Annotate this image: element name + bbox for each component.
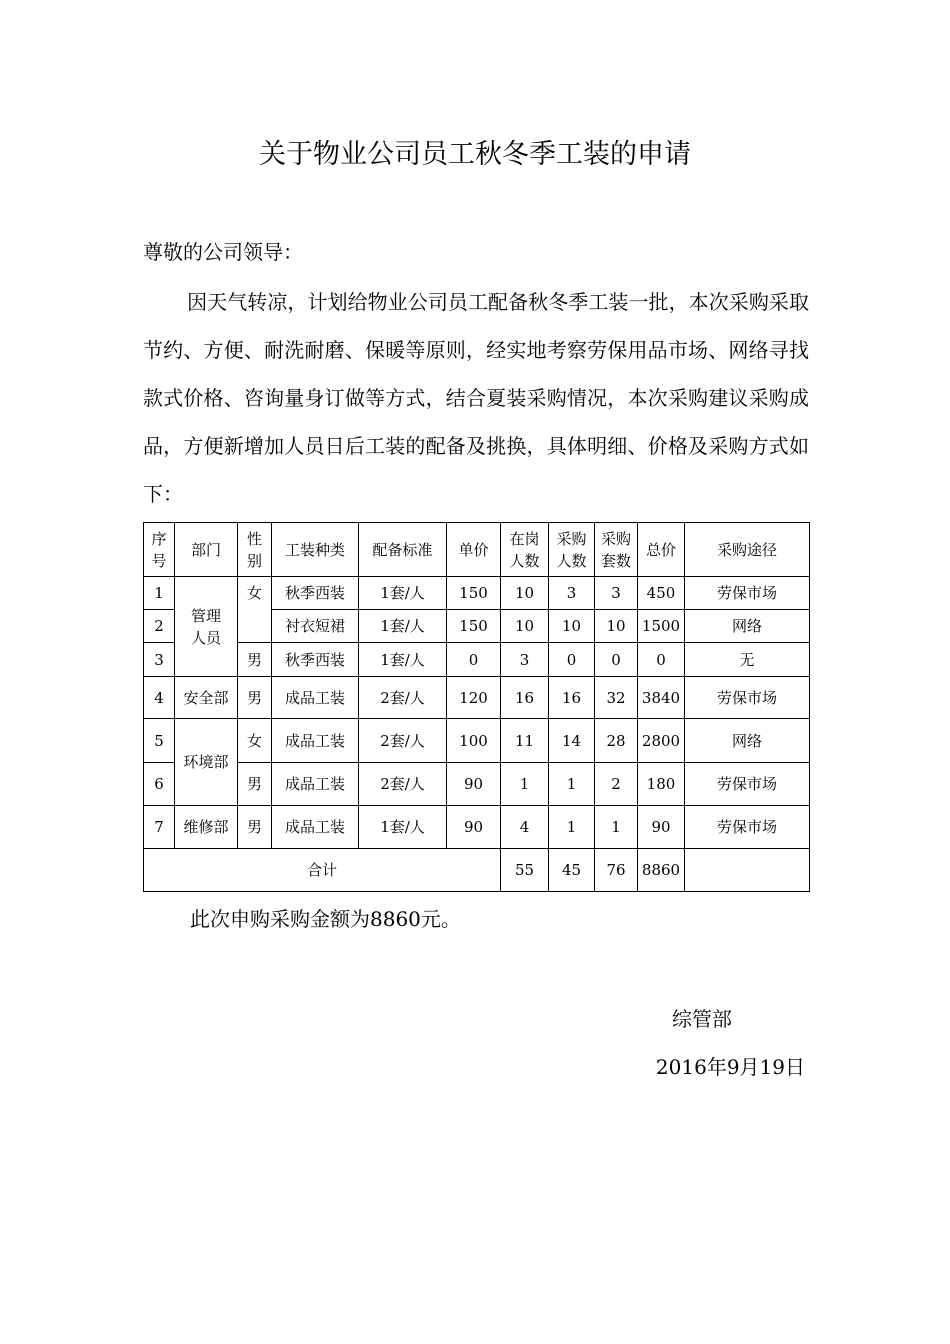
- cell-purchase-people: 1: [549, 806, 595, 849]
- total-purchase-people: 45: [549, 849, 595, 892]
- cell-on-duty: 16: [501, 677, 549, 719]
- cell-purchase-sets: 32: [595, 677, 638, 719]
- header-gender: 性别: [238, 523, 272, 577]
- cell-purchase-sets: 28: [595, 719, 638, 763]
- totals-row: [144, 849, 810, 892]
- header-purchase-sets: 采购套数: [595, 523, 638, 577]
- cell-gender: 男: [238, 806, 272, 849]
- cell-type: 秋季西装: [272, 643, 359, 677]
- body-text: 因天气转凉，计划给物业公司员工配备秋冬季工装一批，本次采购采取节约、方便、耐洗耐磨、保暖等原则，经实地考察劳保用品市场、网络寻找款式价格、咨询量身订做等方式，结合夏装采购情况，本次采购建议采购成品，方便新增加人员日后工装的配备及挑换，具体明细、价格及采购方式如下：: [143, 290, 809, 506]
- cell-on-duty: 1: [501, 763, 549, 806]
- table-row: [144, 763, 810, 806]
- cell-no: 3: [144, 643, 175, 677]
- header-on-duty: 在岗人数: [501, 523, 549, 577]
- cell-on-duty: 10: [501, 610, 549, 643]
- cell-type: 成品工装: [272, 806, 359, 849]
- cell-purchase-sets: 0: [595, 643, 638, 677]
- cell-type: 成品工装: [272, 677, 359, 719]
- cell-unit-price: 90: [447, 763, 501, 806]
- cell-channel: 无: [685, 643, 810, 677]
- cell-purchase-people: 0: [549, 643, 595, 677]
- cell-total: 3840: [638, 677, 685, 719]
- total-on-duty: 55: [501, 849, 549, 892]
- signing-date: 2016年9月19日: [655, 1055, 805, 1079]
- cell-purchase-people: 10: [549, 610, 595, 643]
- cell-standard: 2套/人: [359, 719, 447, 763]
- cell-type: 秋季西装: [272, 577, 359, 610]
- cell-purchase-people: 1: [549, 763, 595, 806]
- cell-channel: 劳保市场: [685, 806, 810, 849]
- header-channel: 采购途径: [685, 523, 810, 577]
- cell-standard: 2套/人: [359, 763, 447, 806]
- cell-no: 7: [144, 806, 175, 849]
- cell-no: 6: [144, 763, 175, 806]
- header-no: 序号: [144, 523, 175, 577]
- cell-no: 1: [144, 577, 175, 610]
- cell-unit-price: 150: [447, 610, 501, 643]
- table-row: [144, 677, 810, 719]
- header-type: 工装种类: [272, 523, 359, 577]
- cell-on-duty: 4: [501, 806, 549, 849]
- cell-dept-merged: 环境部: [175, 719, 238, 806]
- cell-unit-price: 90: [447, 806, 501, 849]
- cell-total: 90: [638, 806, 685, 849]
- cell-gender: 男: [238, 763, 272, 806]
- cell-purchase-sets: 1: [595, 806, 638, 849]
- cell-total: 450: [638, 577, 685, 610]
- cell-gender: 男: [238, 677, 272, 719]
- uniform-purchase-table: [143, 522, 810, 892]
- cell-total: 1500: [638, 610, 685, 643]
- header-total: 总价: [638, 523, 685, 577]
- table-row: [144, 577, 810, 610]
- cell-channel: 劳保市场: [685, 677, 810, 719]
- cell-channel: 网络: [685, 719, 810, 763]
- cell-gender-merged: 女: [238, 577, 272, 643]
- header-purchase-people: 采购人数: [549, 523, 595, 577]
- header-standard: 配备标准: [359, 523, 447, 577]
- body-paragraph: [143, 278, 809, 518]
- header-dept: 部门: [175, 523, 238, 577]
- cell-on-duty: 11: [501, 719, 549, 763]
- cell-unit-price: 120: [447, 677, 501, 719]
- total-channel-empty: [685, 849, 810, 892]
- summary-line: 此次申购采购金额为8860元。: [190, 907, 461, 931]
- cell-total: 180: [638, 763, 685, 806]
- signing-department: 综管部: [672, 1007, 732, 1031]
- cell-standard: 1套/人: [359, 643, 447, 677]
- cell-standard: 1套/人: [359, 610, 447, 643]
- cell-on-duty: 3: [501, 643, 549, 677]
- cell-channel: 劳保市场: [685, 577, 810, 610]
- table-header-row: [144, 523, 810, 577]
- cell-channel: 网络: [685, 610, 810, 643]
- cell-standard: 1套/人: [359, 806, 447, 849]
- cell-gender: 男: [238, 643, 272, 677]
- cell-type: 衬衣短裙: [272, 610, 359, 643]
- cell-no: 5: [144, 719, 175, 763]
- cell-standard: 1套/人: [359, 577, 447, 610]
- cell-type: 成品工装: [272, 763, 359, 806]
- cell-unit-price: 0: [447, 643, 501, 677]
- salutation: 尊敬的公司领导：: [143, 240, 303, 264]
- cell-unit-price: 100: [447, 719, 501, 763]
- total-purchase-sets: 76: [595, 849, 638, 892]
- cell-unit-price: 150: [447, 577, 501, 610]
- cell-gender: 女: [238, 719, 272, 763]
- cell-on-duty: 10: [501, 577, 549, 610]
- cell-dept: 维修部: [175, 806, 238, 849]
- cell-dept: 安全部: [175, 677, 238, 719]
- cell-purchase-people: 3: [549, 577, 595, 610]
- cell-no: 2: [144, 610, 175, 643]
- total-amount: 8860: [638, 849, 685, 892]
- totals-label: 合计: [144, 849, 501, 892]
- cell-dept-merged: 管理人员: [175, 577, 238, 677]
- cell-total: 0: [638, 643, 685, 677]
- cell-purchase-people: 14: [549, 719, 595, 763]
- cell-purchase-people: 16: [549, 677, 595, 719]
- cell-no: 4: [144, 677, 175, 719]
- table-row: [144, 806, 810, 849]
- header-unit-price: 单价: [447, 523, 501, 577]
- cell-standard: 2套/人: [359, 677, 447, 719]
- cell-channel: 劳保市场: [685, 763, 810, 806]
- cell-purchase-sets: 10: [595, 610, 638, 643]
- document-title: 关于物业公司员工秋冬季工装的申请: [259, 139, 691, 170]
- cell-purchase-sets: 2: [595, 763, 638, 806]
- table-row: [144, 719, 810, 763]
- cell-total: 2800: [638, 719, 685, 763]
- cell-purchase-sets: 3: [595, 577, 638, 610]
- cell-type: 成品工装: [272, 719, 359, 763]
- table-row: [144, 643, 810, 677]
